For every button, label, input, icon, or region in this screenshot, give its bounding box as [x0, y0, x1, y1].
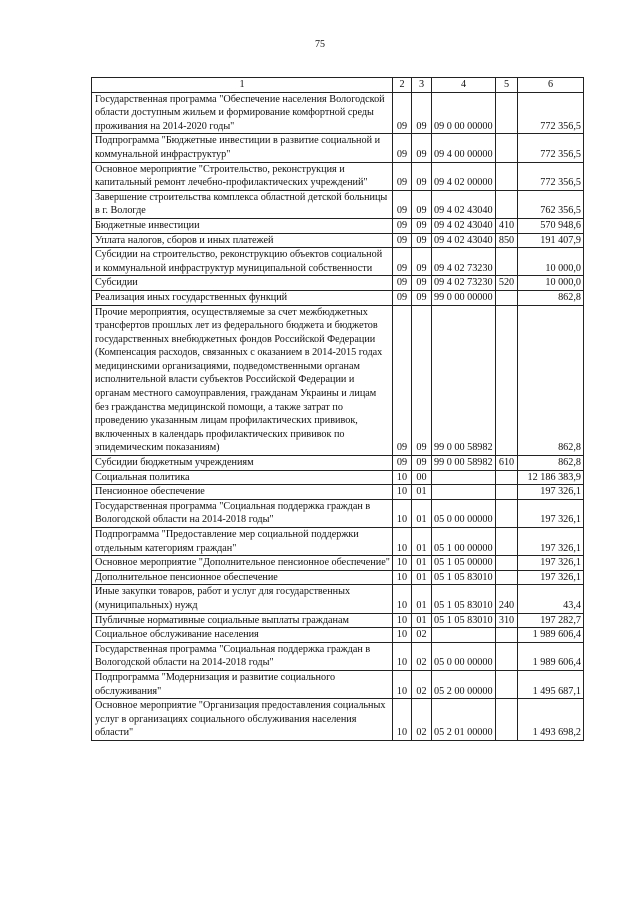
- amount-cell: 191 407,9: [518, 233, 584, 248]
- amount-cell: 862,8: [518, 305, 584, 456]
- section-code-cell: 10: [393, 670, 412, 698]
- row-description-cell: Уплата налогов, сборов и иных платежей: [92, 233, 393, 248]
- section-code-cell: 09: [393, 248, 412, 276]
- header-cell: 2: [393, 78, 412, 93]
- amount-cell: 197 282,7: [518, 613, 584, 628]
- target-article-cell: 05 0 00 00000: [432, 642, 496, 670]
- amount-cell: 570 948,6: [518, 218, 584, 233]
- subsection-code-cell: 09: [412, 162, 432, 190]
- amount-cell: 772 356,5: [518, 134, 584, 162]
- row-description-cell: Основное мероприятие "Строительство, реконструкция и капитальный ремонт лечебно-профилактических учреждений": [92, 162, 393, 190]
- row-description-cell: Прочие мероприятия, осуществляемые за счет межбюджетных трансфертов прошлых лет из федерального бюджета и бюджетов государственных внебюджетных фондов Российской Федерации (Компенсация расходов, связанных с оказанием в 2014-2015 годах медицинскими организациями, подведомственными органам исполнительной власти субъектов Российской Федерации и органам местного самоуправления, гражданам Украины и лицам без гражданства медицинской помощи, а также затрат по проведению указанным лицам профилактических прививок, включенных в календарь профилактических прививок по эпидемическим показаниям): [92, 305, 393, 456]
- subsection-code-cell: 09: [412, 92, 432, 134]
- header-cell: 4: [432, 78, 496, 93]
- header-cell: 5: [496, 78, 518, 93]
- section-code-cell: 09: [393, 290, 412, 305]
- target-article-cell: 99 0 00 58982: [432, 456, 496, 471]
- target-article-cell: 09 4 02 43040: [432, 233, 496, 248]
- target-article-cell: 05 2 01 00000: [432, 699, 496, 741]
- section-code-cell: 09: [393, 134, 412, 162]
- section-code-cell: 10: [393, 570, 412, 585]
- table-row: [92, 485, 584, 500]
- row-description-cell: Субсидии: [92, 276, 393, 291]
- row-description-cell: Публичные нормативные социальные выплаты гражданам: [92, 613, 393, 628]
- table-row: [92, 190, 584, 218]
- table-row: [92, 248, 584, 276]
- section-code-cell: 09: [393, 456, 412, 471]
- row-description-cell: Бюджетные инвестиции: [92, 218, 393, 233]
- table-row: [92, 628, 584, 643]
- subsection-code-cell: 09: [412, 190, 432, 218]
- amount-cell: 12 186 383,9: [518, 470, 584, 485]
- target-article-cell: 09 4 02 73230: [432, 276, 496, 291]
- subsection-code-cell: 09: [412, 248, 432, 276]
- expense-type-cell: [496, 499, 518, 527]
- expense-type-cell: [496, 92, 518, 134]
- table-row: [92, 92, 584, 134]
- target-article-cell: 09 4 02 43040: [432, 218, 496, 233]
- expense-type-cell: 610: [496, 456, 518, 471]
- row-description-cell: Основное мероприятие "Организация предоставления социальных услуг в организациях социального обслуживания населения области": [92, 699, 393, 741]
- section-code-cell: 10: [393, 485, 412, 500]
- section-code-cell: 10: [393, 499, 412, 527]
- subsection-code-cell: 09: [412, 218, 432, 233]
- amount-cell: 10 000,0: [518, 276, 584, 291]
- subsection-code-cell: 01: [412, 570, 432, 585]
- amount-cell: 197 326,1: [518, 528, 584, 556]
- target-article-cell: 05 1 05 83010: [432, 585, 496, 613]
- subsection-code-cell: 02: [412, 642, 432, 670]
- target-article-cell: [432, 628, 496, 643]
- target-article-cell: 05 1 05 83010: [432, 613, 496, 628]
- section-code-cell: 10: [393, 628, 412, 643]
- subsection-code-cell: 01: [412, 499, 432, 527]
- table-row: [92, 134, 584, 162]
- subsection-code-cell: 02: [412, 628, 432, 643]
- expense-type-cell: [496, 642, 518, 670]
- target-article-cell: 09 4 00 00000: [432, 134, 496, 162]
- row-description-cell: Социальная политика: [92, 470, 393, 485]
- amount-cell: 197 326,1: [518, 570, 584, 585]
- subsection-code-cell: 09: [412, 233, 432, 248]
- section-code-cell: 10: [393, 528, 412, 556]
- subsection-code-cell: 02: [412, 670, 432, 698]
- table-row: [92, 528, 584, 556]
- section-code-cell: 09: [393, 162, 412, 190]
- expense-type-cell: 520: [496, 276, 518, 291]
- section-code-cell: 10: [393, 613, 412, 628]
- budget-table: [91, 77, 584, 741]
- section-code-cell: 10: [393, 470, 412, 485]
- amount-cell: 862,8: [518, 290, 584, 305]
- target-article-cell: 09 4 02 43040: [432, 190, 496, 218]
- amount-cell: 197 326,1: [518, 485, 584, 500]
- amount-cell: 1 989 606,4: [518, 642, 584, 670]
- expense-type-cell: [496, 305, 518, 456]
- row-description-cell: Социальное обслуживание населения: [92, 628, 393, 643]
- row-description-cell: Субсидии бюджетным учреждениям: [92, 456, 393, 471]
- target-article-cell: 05 1 05 83010: [432, 570, 496, 585]
- table-row: [92, 670, 584, 698]
- target-article-cell: 99 0 00 00000: [432, 290, 496, 305]
- table-row: [92, 585, 584, 613]
- expense-type-cell: [496, 485, 518, 500]
- expense-type-cell: 240: [496, 585, 518, 613]
- header-cell: 1: [92, 78, 393, 93]
- table-row: [92, 470, 584, 485]
- amount-cell: 862,8: [518, 456, 584, 471]
- amount-cell: 197 326,1: [518, 499, 584, 527]
- subsection-code-cell: 09: [412, 276, 432, 291]
- section-code-cell: 10: [393, 585, 412, 613]
- table-row: [92, 218, 584, 233]
- expense-type-cell: [496, 528, 518, 556]
- subsection-code-cell: 09: [412, 134, 432, 162]
- target-article-cell: 09 0 00 00000: [432, 92, 496, 134]
- expense-type-cell: 410: [496, 218, 518, 233]
- target-article-cell: 05 1 05 00000: [432, 556, 496, 571]
- section-code-cell: 10: [393, 642, 412, 670]
- target-article-cell: 05 0 00 00000: [432, 499, 496, 527]
- header-row: [92, 78, 584, 93]
- row-description-cell: Реализация иных государственных функций: [92, 290, 393, 305]
- target-article-cell: [432, 485, 496, 500]
- table-row: [92, 699, 584, 741]
- row-description-cell: Государственная программа "Социальная поддержка граждан в Вологодской области на 2014-2018 годы": [92, 642, 393, 670]
- row-description-cell: Государственная программа "Социальная поддержка граждан в Вологодской области на 2014-2018 годы": [92, 499, 393, 527]
- section-code-cell: 10: [393, 556, 412, 571]
- amount-cell: 772 356,5: [518, 162, 584, 190]
- target-article-cell: 99 0 00 58982: [432, 305, 496, 456]
- subsection-code-cell: 09: [412, 456, 432, 471]
- header-cell: 6: [518, 78, 584, 93]
- section-code-cell: 09: [393, 305, 412, 456]
- subsection-code-cell: 01: [412, 613, 432, 628]
- table-row: [92, 276, 584, 291]
- row-description-cell: Завершение строительства комплекса областной детской больницы в г. Вологде: [92, 190, 393, 218]
- subsection-code-cell: 01: [412, 556, 432, 571]
- target-article-cell: 09 4 02 73230: [432, 248, 496, 276]
- subsection-code-cell: 09: [412, 290, 432, 305]
- target-article-cell: [432, 470, 496, 485]
- target-article-cell: 05 2 00 00000: [432, 670, 496, 698]
- amount-cell: 1 493 698,2: [518, 699, 584, 741]
- table-row: [92, 305, 584, 456]
- table-row: [92, 162, 584, 190]
- amount-cell: 197 326,1: [518, 556, 584, 571]
- row-description-cell: Подпрограмма "Бюджетные инвестиции в развитие социальной и коммунальной инфраструктур": [92, 134, 393, 162]
- expense-type-cell: [496, 162, 518, 190]
- table-row: [92, 556, 584, 571]
- subsection-code-cell: 01: [412, 585, 432, 613]
- expense-type-cell: [496, 699, 518, 741]
- table-row: [92, 499, 584, 527]
- subsection-code-cell: 01: [412, 485, 432, 500]
- expense-type-cell: [496, 248, 518, 276]
- amount-cell: 1 495 687,1: [518, 670, 584, 698]
- section-code-cell: 09: [393, 218, 412, 233]
- table-row: [92, 642, 584, 670]
- amount-cell: 43,4: [518, 585, 584, 613]
- row-description-cell: Государственная программа "Обеспечение населения Вологодской области доступным жильем и формирование комфортной среды проживания на 2014-2020 годы": [92, 92, 393, 134]
- row-description-cell: Субсидии на строительство, реконструкцию объектов социальной и коммунальной инфраструктур муниципальной собственности: [92, 248, 393, 276]
- expense-type-cell: 310: [496, 613, 518, 628]
- table-row: [92, 613, 584, 628]
- subsection-code-cell: 01: [412, 528, 432, 556]
- expense-type-cell: [496, 570, 518, 585]
- header-cell: 3: [412, 78, 432, 93]
- row-description-cell: Подпрограмма "Предоставление мер социальной поддержки отдельным категориям граждан": [92, 528, 393, 556]
- row-description-cell: Иные закупки товаров, работ и услуг для государственных (муниципальных) нужд: [92, 585, 393, 613]
- amount-cell: 1 989 606,4: [518, 628, 584, 643]
- row-description-cell: Подпрограмма "Модернизация и развитие социального обслуживания": [92, 670, 393, 698]
- page-number: 75: [315, 39, 325, 50]
- expense-type-cell: [496, 134, 518, 162]
- table-row: [92, 456, 584, 471]
- section-code-cell: 09: [393, 276, 412, 291]
- subsection-code-cell: 09: [412, 305, 432, 456]
- section-code-cell: 09: [393, 233, 412, 248]
- expense-type-cell: [496, 556, 518, 571]
- target-article-cell: 09 4 02 00000: [432, 162, 496, 190]
- section-code-cell: 10: [393, 699, 412, 741]
- section-code-cell: 09: [393, 92, 412, 134]
- target-article-cell: 05 1 00 00000: [432, 528, 496, 556]
- expense-type-cell: [496, 670, 518, 698]
- amount-cell: 10 000,0: [518, 248, 584, 276]
- table-row: [92, 570, 584, 585]
- row-description-cell: Пенсионное обеспечение: [92, 485, 393, 500]
- expense-type-cell: 850: [496, 233, 518, 248]
- expense-type-cell: [496, 190, 518, 218]
- amount-cell: 772 356,5: [518, 92, 584, 134]
- subsection-code-cell: 00: [412, 470, 432, 485]
- expense-type-cell: [496, 290, 518, 305]
- expense-type-cell: [496, 628, 518, 643]
- table-row: [92, 290, 584, 305]
- row-description-cell: Основное мероприятие "Дополнительное пенсионное обеспечение": [92, 556, 393, 571]
- row-description-cell: Дополнительное пенсионное обеспечение: [92, 570, 393, 585]
- amount-cell: 762 356,5: [518, 190, 584, 218]
- table-row: [92, 233, 584, 248]
- subsection-code-cell: 02: [412, 699, 432, 741]
- expense-type-cell: [496, 470, 518, 485]
- section-code-cell: 09: [393, 190, 412, 218]
